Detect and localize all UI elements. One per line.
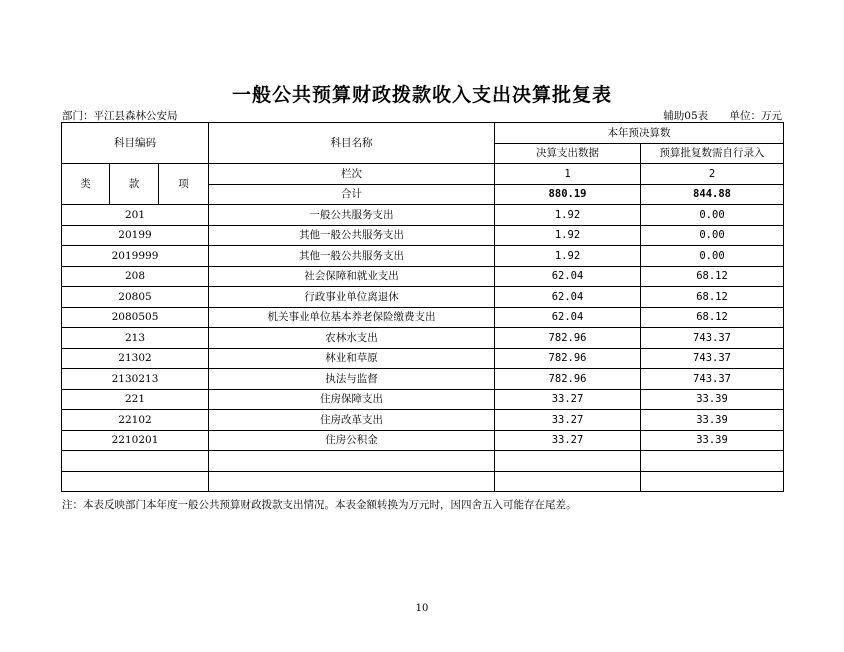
footnote: 注：本表反映部门本年度一般公共预算财政拨款支出情况。本表金额转换为万元时，因四舍五入可能存在尾差。 <box>62 499 577 511</box>
header-row-1 <box>62 123 784 144</box>
header-kuan: 款 <box>110 164 159 205</box>
row-code: 221 <box>62 389 209 410</box>
row-review: 743.37 <box>641 348 784 369</box>
table-row <box>62 225 784 246</box>
table-row <box>62 266 784 287</box>
row-name: 行政事业单位离退休 <box>209 287 495 308</box>
row-actual: 62.04 <box>495 307 641 328</box>
row-actual: 33.27 <box>495 410 641 431</box>
row-actual: 1.92 <box>495 246 641 267</box>
table-row <box>62 369 784 390</box>
row-actual <box>495 471 641 492</box>
row-actual: 782.96 <box>495 328 641 349</box>
row-name <box>209 471 495 492</box>
table-row <box>62 246 784 267</box>
row-actual: 782.96 <box>495 348 641 369</box>
row-name: 机关事业单位基本养老保险缴费支出 <box>209 307 495 328</box>
page-number: 10 <box>415 603 429 614</box>
row-code: 20199 <box>62 225 209 246</box>
table-row <box>62 471 784 492</box>
table-number: 辅助05表 <box>663 110 709 122</box>
header-review: 预算批复数需自行录入 <box>641 143 784 164</box>
row-code: 201 <box>62 205 209 226</box>
row-name: 住房公积金 <box>209 430 495 451</box>
row-name: 农林水支出 <box>209 328 495 349</box>
header-lanci: 栏次 <box>209 164 495 185</box>
row-name: 林业和草原 <box>209 348 495 369</box>
table-row <box>62 287 784 308</box>
row-actual <box>495 451 641 472</box>
row-actual: 1.92 <box>495 205 641 226</box>
row-actual: 33.27 <box>495 430 641 451</box>
row-name: 社会保障和就业支出 <box>209 266 495 287</box>
table-row <box>62 430 784 451</box>
table-row <box>62 348 784 369</box>
header-actual: 决算支出数据 <box>495 143 641 164</box>
row-actual: 33.27 <box>495 389 641 410</box>
header-col2: 2 <box>641 164 784 185</box>
total-label: 合计 <box>209 184 495 205</box>
row-code: 213 <box>62 328 209 349</box>
row-actual: 62.04 <box>495 266 641 287</box>
row-review: 33.39 <box>641 389 784 410</box>
row-code: 2080505 <box>62 307 209 328</box>
row-review: 33.39 <box>641 430 784 451</box>
row-review <box>641 471 784 492</box>
row-actual: 782.96 <box>495 369 641 390</box>
header-lei: 类 <box>62 164 110 205</box>
table-row <box>62 410 784 431</box>
row-actual: 1.92 <box>495 225 641 246</box>
row-review: 68.12 <box>641 266 784 287</box>
department-label: 部门：平江县森林公安局 <box>62 110 178 122</box>
row-code: 2130213 <box>62 369 209 390</box>
row-code: 21302 <box>62 348 209 369</box>
row-review: 68.12 <box>641 307 784 328</box>
table-row <box>62 328 784 349</box>
row-name: 执法与监督 <box>209 369 495 390</box>
table-row <box>62 451 784 472</box>
page-title: 一般公共预算财政拨款收入支出决算批复表 <box>231 84 612 106</box>
row-review: 743.37 <box>641 369 784 390</box>
row-code <box>62 451 209 472</box>
header-year-budget: 本年预决算数 <box>495 123 784 144</box>
total-review: 844.88 <box>641 184 784 205</box>
row-code: 22102 <box>62 410 209 431</box>
row-name: 其他一般公共服务支出 <box>209 246 495 267</box>
row-name: 一般公共服务支出 <box>209 205 495 226</box>
row-name: 住房改革支出 <box>209 410 495 431</box>
row-review: 0.00 <box>641 225 784 246</box>
total-actual: 880.19 <box>495 184 641 205</box>
header-name: 科目名称 <box>209 123 495 164</box>
row-review: 33.39 <box>641 410 784 431</box>
budget-table <box>61 122 784 492</box>
row-name: 其他一般公共服务支出 <box>209 225 495 246</box>
row-name: 住房保障支出 <box>209 389 495 410</box>
row-review: 743.37 <box>641 328 784 349</box>
unit-label: 单位：万元 <box>729 110 782 122</box>
header-code: 科目编码 <box>62 123 209 164</box>
row-actual: 62.04 <box>495 287 641 308</box>
row-review: 0.00 <box>641 246 784 267</box>
header-row-3 <box>62 164 784 185</box>
row-code: 20805 <box>62 287 209 308</box>
table-row <box>62 307 784 328</box>
table-row <box>62 389 784 410</box>
row-code: 208 <box>62 266 209 287</box>
table-row <box>62 205 784 226</box>
row-review: 68.12 <box>641 287 784 308</box>
header-col1: 1 <box>495 164 641 185</box>
row-name <box>209 451 495 472</box>
header-xiang: 项 <box>159 164 209 205</box>
table-meta <box>645 108 782 123</box>
row-code <box>62 471 209 492</box>
row-code: 2210201 <box>62 430 209 451</box>
row-code: 2019999 <box>62 246 209 267</box>
row-review <box>641 451 784 472</box>
row-review: 0.00 <box>641 205 784 226</box>
